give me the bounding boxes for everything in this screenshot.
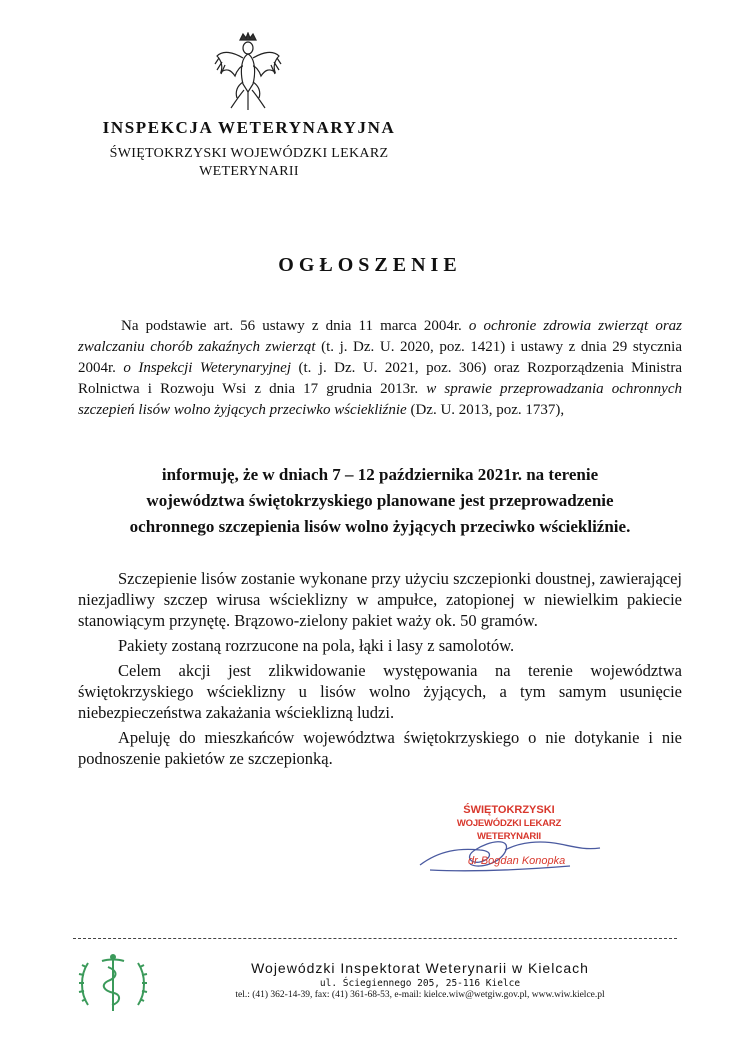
body-paragraph-1: Szczepienie lisów zostanie wykonane przy użyciu szczepionki doustnej, zawierającej niezjadliwy szczep wirusa wścieklizny w ampułce, zatopionej w niewielkim pakiecie stanowiącym przynętę. Brązowo-zielony pakiet waży ok. 50 gramów.	[78, 569, 682, 630]
handwritten-signature-icon	[410, 820, 610, 880]
notice-line2: województwa świętokrzyskiego planowane jest przeprowadzenie	[146, 491, 614, 510]
org-name: INSPEKCJA WETERYNARYJNA	[102, 118, 396, 137]
footer-address: ul. Ściegiennego 205, 25-116 Kielce	[319, 978, 521, 989]
caduceus-icon	[74, 945, 152, 1023]
legal-text-2: (t. j. Dz. U. 2020, poz. 1421) i ustawy z dnia 29 stycznia 2004r.	[78, 339, 682, 376]
body-paragraph-3: Celem akcji jest zlikwidowanie występowania na terenie województwa świętokrzyskiego wścieklizny u lisów wolno żyjących, a tym samym usunięcie niebezpieczeństwa zakażania wścieklizną ludzi.	[78, 661, 682, 722]
org-subtitle-line1: ŚWIĘTOKRZYSKI WOJEWÓDZKI LEKARZ	[109, 146, 389, 161]
body-paragraph-2: Pakiety zostaną rozrzucone na pola, łąki i lasy z samolotów.	[118, 636, 515, 655]
legal-text-4: (Dz. U. 2013, poz. 1737),	[406, 402, 565, 418]
legal-act-title-3: w sprawie przeprowadzania ochronnych szczepień lisów wolno żyjących przeciwko wściekliźnie	[78, 381, 682, 418]
polish-eagle-emblem-icon	[213, 32, 283, 114]
stamp-line2: WOJEWÓDZKI LEKARZ WETERYNARII	[456, 818, 562, 842]
legal-act-title-2: o Inspekcji Weterynaryjnej	[123, 360, 291, 376]
legal-text-3: (t. j. Dz. U. 2021, poz. 306) oraz Rozporządzenia Ministra Rolnictwa i Rozwoju Wsi z dnia 17 grudnia 2013r.	[78, 360, 683, 397]
org-subtitle-line2: WETERYNARII	[199, 164, 299, 179]
footer-divider	[73, 938, 677, 939]
legal-text-1: Na podstawie art. 56 ustawy z dnia 11 marca 2004r.	[121, 318, 469, 334]
legal-basis-paragraph	[78, 316, 682, 421]
notice-line3: ochronnego szczepienia lisów wolno żyjących przeciwko wściekliźnie.	[129, 517, 631, 536]
footer-contact: tel.: (41) 362-14-39, fax: (41) 361-68-53, e-mail: kielce.wiw@wetgiw.gov.pl, www.wiw.kielce.pl	[235, 990, 605, 1000]
body-text	[78, 568, 682, 773]
notice-line1: informuję, że w dniach 7 – 12 października 2021r. na terenie	[161, 465, 599, 484]
footer-institution-name: Wojewódzki Inspektorat Weterynarii w Kielcach	[251, 960, 589, 976]
body-paragraph-4: Apeluję do mieszkańców województwa świętokrzyskiego o nie dotykanie i nie podnoszenie pakietów ze szczepionką.	[78, 728, 682, 768]
legal-act-title-1: o ochronie zdrowia zwierząt oraz zwalczaniu chorób zakaźnych zwierząt	[78, 318, 682, 355]
org-subtitle	[84, 145, 414, 181]
announcement-notice	[78, 462, 682, 540]
stamp-line1: ŚWIĘTOKRZYSKI	[463, 804, 555, 816]
signer-name: dr Bogdan Konopka	[468, 855, 566, 867]
page-title: OGŁOSZENIE	[278, 254, 462, 276]
